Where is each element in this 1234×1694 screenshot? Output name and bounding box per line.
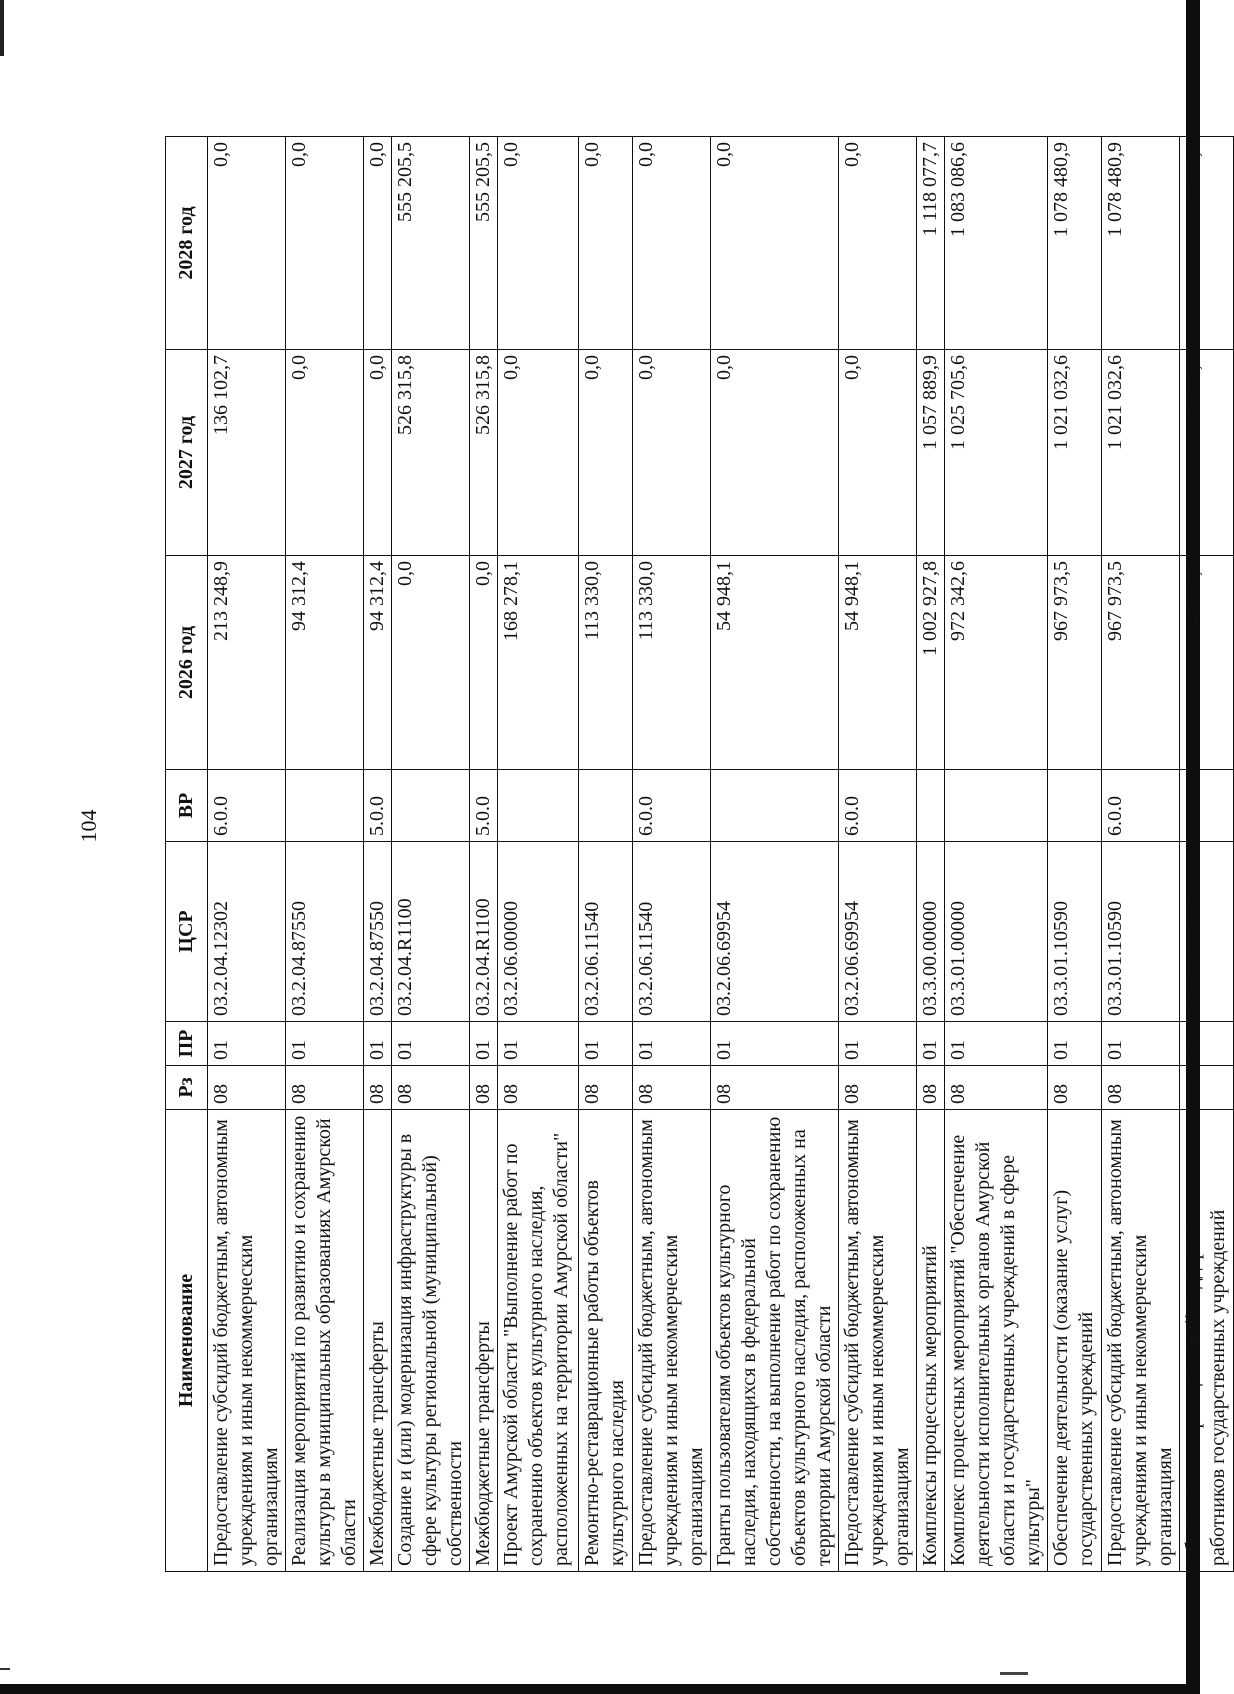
cell-pr: 01	[711, 1022, 839, 1066]
cell-2028: 1 078 480,9	[1048, 137, 1102, 350]
col-header-rz: Рз	[166, 1066, 208, 1110]
cell-2027: 526 315,8	[470, 350, 498, 556]
table-row	[498, 137, 579, 1572]
cell-2028: 0,0	[711, 137, 839, 350]
scan-mark	[1000, 1672, 1028, 1675]
cell-csr: 03.2.04.R1100	[392, 842, 470, 1022]
cell-rz: 08	[917, 1066, 945, 1110]
col-header-pr: ПР	[166, 1022, 208, 1066]
cell-vr: 5.0.0	[364, 770, 392, 842]
cell-csr: 03.3.01.10590	[1102, 842, 1180, 1022]
cell-2028: 0,0	[633, 137, 711, 350]
cell-csr: 03.2.06.11540	[579, 842, 633, 1022]
col-header-2026: 2026 год	[166, 556, 208, 770]
cell-vr: 5.0.0	[470, 770, 498, 842]
cell-2028: 4 605,7	[1180, 137, 1234, 350]
cell-rz: 08	[839, 1066, 917, 1110]
cell-pr: 01	[633, 1022, 711, 1066]
table-row	[470, 137, 498, 1572]
cell-2027: 4 673,0	[1180, 350, 1234, 556]
cell-name: Комплексы процессных мероприятий	[917, 1110, 945, 1572]
cell-2027: 1 025 705,6	[945, 350, 1048, 556]
cell-vr	[711, 770, 839, 842]
cell-2027: 1 021 032,6	[1102, 350, 1180, 556]
table-row	[1180, 137, 1234, 1572]
rotated-table-container	[165, 137, 1229, 1572]
cell-csr: 03.3.00.00000	[917, 842, 945, 1022]
cell-pr: 01	[364, 1022, 392, 1066]
cell-2027: 0,0	[579, 350, 633, 556]
scan-mark	[0, 0, 4, 56]
cell-name: Обеспечение мер социальной поддержки работников государственных учреждений	[1180, 1110, 1234, 1572]
cell-pr: 01	[1048, 1022, 1102, 1066]
col-header-2028: 2028 год	[166, 137, 208, 350]
table-row	[945, 137, 1048, 1572]
cell-2027: 136 102,7	[208, 350, 286, 556]
col-header-2027: 2027 год	[166, 350, 208, 556]
col-header-name: Наименование	[166, 1110, 208, 1572]
cell-csr: 03.3.01.10590	[1048, 842, 1102, 1022]
cell-name: Межбюджетные трансферты	[470, 1110, 498, 1572]
cell-vr	[579, 770, 633, 842]
cell-2026: 213 248,9	[208, 556, 286, 770]
cell-rz: 08	[633, 1066, 711, 1110]
cell-2026: 54 948,1	[711, 556, 839, 770]
cell-rz: 08	[208, 1066, 286, 1110]
cell-rz: 08	[392, 1066, 470, 1110]
cell-name: Создание и (или) модернизация инфраструктуры в сфере культуры региональной (муниципальной) собственности	[392, 1110, 470, 1572]
cell-2026: 972 342,6	[945, 556, 1048, 770]
cell-2026: 1 002 927,8	[917, 556, 945, 770]
cell-vr: 6.0.0	[208, 770, 286, 842]
table-row	[392, 137, 470, 1572]
cell-vr: 6.0.0	[839, 770, 917, 842]
table-row	[208, 137, 286, 1572]
page-number: 104	[76, 809, 101, 843]
cell-rz: 08	[1102, 1066, 1180, 1110]
table-row	[917, 137, 945, 1572]
cell-2026: 967 973,5	[1048, 556, 1102, 770]
cell-rz: 08	[498, 1066, 579, 1110]
cell-2027: 1 021 032,6	[1048, 350, 1102, 556]
cell-name: Проект Амурской области "Выполнение работ по сохранению объектов культурного наследия, расположенных на территории Амурской области"	[498, 1110, 579, 1572]
cell-name: Ремонтно-реставрационные работы объектов культурного наследия	[579, 1110, 633, 1572]
cell-2028: 0,0	[839, 137, 917, 350]
cell-pr: 01	[1180, 1022, 1234, 1066]
cell-name: Предоставление субсидий бюджетным, автономным учреждениям и иным некоммерческим организациям	[208, 1110, 286, 1572]
cell-rz: 08	[945, 1066, 1048, 1110]
cell-2027: 0,0	[498, 350, 579, 556]
cell-pr: 01	[839, 1022, 917, 1066]
cell-2026: 113 330,0	[579, 556, 633, 770]
cell-2028: 1 078 480,9	[1102, 137, 1180, 350]
cell-2027: 0,0	[286, 350, 364, 556]
cell-pr: 01	[498, 1022, 579, 1066]
scan-mark	[0, 1668, 10, 1670]
cell-vr	[392, 770, 470, 842]
cell-2028: 1 118 077,7	[917, 137, 945, 350]
table-row	[711, 137, 839, 1572]
cell-pr: 01	[392, 1022, 470, 1066]
table-row	[364, 137, 392, 1572]
table-body	[208, 137, 1234, 1572]
cell-pr: 01	[208, 1022, 286, 1066]
cell-csr: 03.2.04.87550	[364, 842, 392, 1022]
cell-vr: 6.0.0	[633, 770, 711, 842]
cell-2027: 526 315,8	[392, 350, 470, 556]
cell-name: Реализация мероприятий по развитию и сохранению культуры в муниципальных образованиях Амурской области	[286, 1110, 364, 1572]
cell-2027: 0,0	[839, 350, 917, 556]
cell-2026: 94 312,4	[286, 556, 364, 770]
cell-csr: 03.2.04.12302	[208, 842, 286, 1022]
cell-vr	[286, 770, 364, 842]
cell-csr: 03.2.04.87550	[286, 842, 364, 1022]
cell-pr: 01	[579, 1022, 633, 1066]
cell-2028: 555 205,5	[392, 137, 470, 350]
cell-2026: 168 278,1	[498, 556, 579, 770]
cell-vr	[945, 770, 1048, 842]
col-header-vr: ВР	[166, 770, 208, 842]
cell-name: Межбюджетные трансферты	[364, 1110, 392, 1572]
cell-pr: 01	[1102, 1022, 1180, 1066]
cell-2028: 0,0	[286, 137, 364, 350]
cell-2028: 0,0	[364, 137, 392, 350]
cell-name: Предоставление субсидий бюджетным, автономным учреждениям и иным некоммерческим организациям	[633, 1110, 711, 1572]
cell-2026: 4 369,0	[1180, 556, 1234, 770]
cell-name: Предоставление субсидий бюджетным, автономным учреждениям и иным некоммерческим организациям	[1102, 1110, 1180, 1572]
cell-vr	[917, 770, 945, 842]
cell-rz: 08	[286, 1066, 364, 1110]
cell-rz: 08	[711, 1066, 839, 1110]
cell-2026: 0,0	[470, 556, 498, 770]
cell-name: Комплекс процессных мероприятий "Обеспечение деятельности исполнительных органов Амурской области и государственных учреждений в сфере культуры"	[945, 1110, 1048, 1572]
cell-2027: 0,0	[711, 350, 839, 556]
cell-vr	[1180, 770, 1234, 842]
table-row	[1102, 137, 1180, 1572]
cell-vr	[1048, 770, 1102, 842]
cell-rz: 08	[364, 1066, 392, 1110]
table-row	[286, 137, 364, 1572]
cell-csr: 03.2.04.R1100	[470, 842, 498, 1022]
cell-2026: 0,0	[392, 556, 470, 770]
cell-rz: 08	[470, 1066, 498, 1110]
cell-2028: 0,0	[579, 137, 633, 350]
cell-2028: 0,0	[208, 137, 286, 350]
cell-rz: 08	[579, 1066, 633, 1110]
cell-name: Обеспечение деятельности (оказание услуг) государственных учреждений	[1048, 1110, 1102, 1572]
cell-csr: 03.2.06.11540	[633, 842, 711, 1022]
cell-rz: 08	[1048, 1066, 1102, 1110]
cell-csr: 03.3.01.70630	[1180, 842, 1234, 1022]
cell-pr: 01	[286, 1022, 364, 1066]
cell-2028: 1 083 086,6	[945, 137, 1048, 350]
cell-name: Гранты пользователям объектов культурного наследия, находящихся в федеральной собственности, на выполнение работ по сохранению объектов культурного наследия, расположенных на территории Амурской области	[711, 1110, 839, 1572]
table-header-row	[166, 137, 208, 1572]
cell-csr: 03.2.06.00000	[498, 842, 579, 1022]
table-row	[1048, 137, 1102, 1572]
cell-2028: 0,0	[498, 137, 579, 350]
cell-csr: 03.2.06.69954	[711, 842, 839, 1022]
cell-2026: 967 973,5	[1102, 556, 1180, 770]
cell-csr: 03.2.06.69954	[839, 842, 917, 1022]
cell-2026: 94 312,4	[364, 556, 392, 770]
cell-vr: 6.0.0	[1102, 770, 1180, 842]
cell-2026: 54 948,1	[839, 556, 917, 770]
cell-rz: 08	[1180, 1066, 1234, 1110]
table-row	[839, 137, 917, 1572]
col-header-csr: ЦСР	[166, 842, 208, 1022]
cell-name: Предоставление субсидий бюджетным, автономным учреждениям и иным некоммерческим организациям	[839, 1110, 917, 1572]
table-row	[633, 137, 711, 1572]
cell-vr	[498, 770, 579, 842]
cell-2027: 0,0	[633, 350, 711, 556]
cell-2027: 0,0	[364, 350, 392, 556]
cell-pr: 01	[945, 1022, 1048, 1066]
cell-2028: 555 205,5	[470, 137, 498, 350]
scan-edge	[0, 1684, 1200, 1694]
cell-pr: 01	[917, 1022, 945, 1066]
table-row	[579, 137, 633, 1572]
cell-csr: 03.3.01.00000	[945, 842, 1048, 1022]
budget-table	[165, 136, 1234, 1572]
cell-2027: 1 057 889,9	[917, 350, 945, 556]
cell-pr: 01	[470, 1022, 498, 1066]
cell-2026: 113 330,0	[633, 556, 711, 770]
